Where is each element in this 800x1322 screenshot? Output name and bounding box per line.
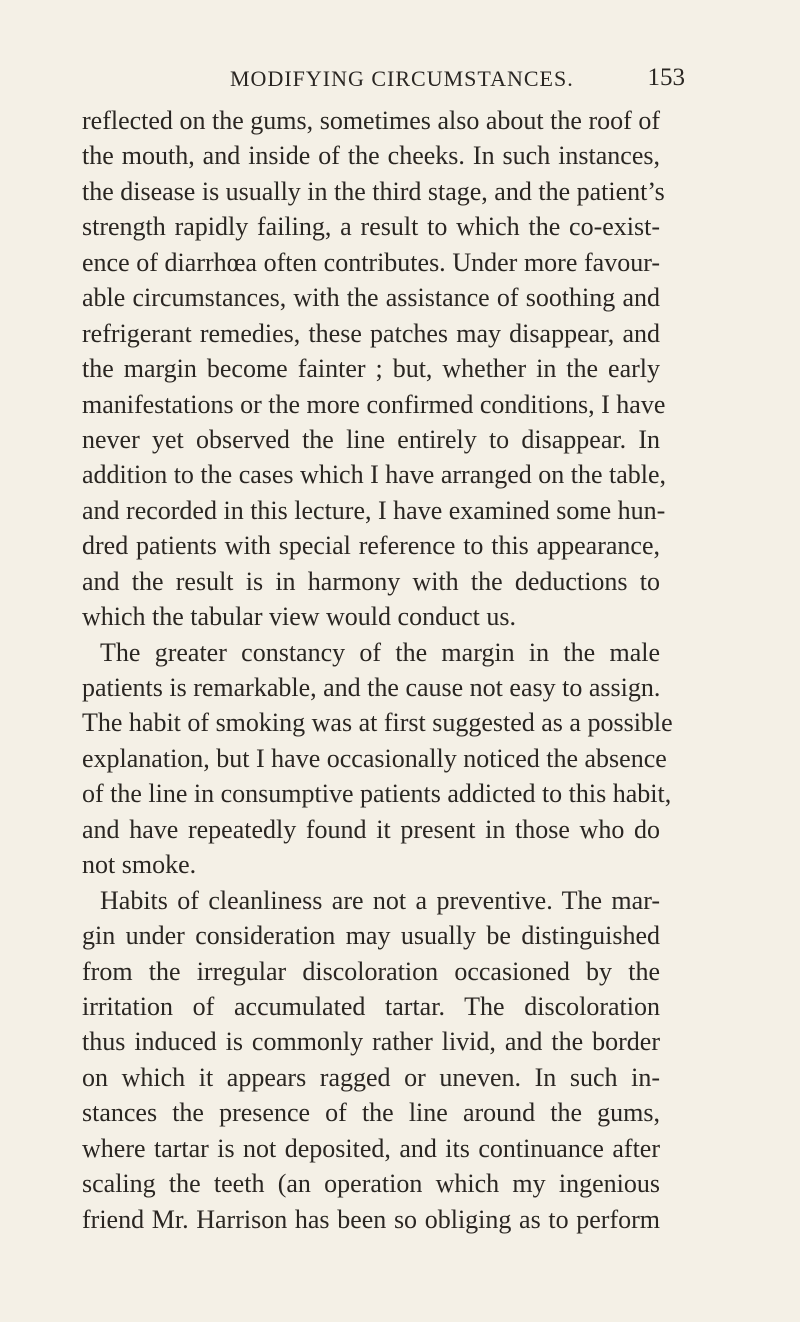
text-line: stances the presence of the line around the gums,: [82, 1098, 660, 1128]
text-line: The greater constancy of the margin in the male: [100, 637, 660, 667]
text-line: explanation, but I have occasionally noticed the absence: [82, 743, 667, 773]
text-line: and recorded in this lecture, I have examined some hun-: [82, 495, 666, 525]
running-title: MODIFYING CIRCUMSTANCES.: [230, 66, 574, 91]
text-line: from the irregular discoloration occasioned by the: [82, 956, 660, 986]
text-line: gin under consideration may usually be distinguished: [82, 921, 660, 951]
text-line: the disease is usually in the third stage, and the patient’s: [82, 176, 665, 206]
text-line: and have repeatedly found it present in those who do: [82, 814, 660, 844]
paragraph-2: [82, 635, 673, 883]
text-line: strength rapidly failing, a result to which the co-exist-: [82, 212, 660, 242]
text-line: which the tabular view would conduct us.: [82, 602, 516, 632]
text-line: refrigerant remedies, these patches may disappear, and: [82, 318, 660, 348]
text-line: scaling the teeth (an operation which my ingenious: [82, 1169, 660, 1199]
text-line: friend Mr. Harrison has been so obliging as to perform: [82, 1204, 660, 1234]
body-text: [82, 103, 673, 1237]
text-line: of the line in consumptive patients addicted to this habit,: [82, 779, 672, 809]
text-line: manifestations or the more confirmed conditions, I have: [82, 389, 666, 419]
page-number: 153: [647, 64, 685, 91]
text-line: ence of diarrhœa often contributes. Under more favour-: [82, 247, 660, 277]
text-line: the mouth, and inside of the cheeks. In such instances,: [82, 141, 660, 171]
paragraph-3: [82, 883, 660, 1237]
text-line: addition to the cases which I have arranged on the table,: [82, 460, 667, 490]
text-line: reflected on the gums, sometimes also about the roof of: [82, 106, 660, 135]
text-line: not smoke.: [82, 850, 197, 880]
text-line: where tartar is not deposited, and its continuance after: [82, 1133, 660, 1163]
paragraph-1: [82, 103, 667, 635]
text-line: Habits of cleanliness are not a preventive. The mar-: [100, 885, 660, 915]
text-line: never yet observed the line entirely to disappear. In: [82, 424, 660, 454]
running-head: [80, 58, 685, 98]
text-line: thus induced is commonly rather livid, and the border: [82, 1027, 660, 1057]
text-line: able circumstances, with the assistance of soothing and: [82, 283, 660, 313]
text-line: on which it appears ragged or uneven. In such in-: [82, 1062, 660, 1092]
text-line: the margin become fainter ; but, whether in the early: [82, 354, 660, 384]
text-line: patients is remarkable, and the cause not easy to assign.: [82, 673, 661, 702]
text-line: and the result is in harmony with the deductions to: [82, 566, 660, 596]
text-line: dred patients with special reference to this appearance,: [82, 531, 660, 561]
text-line: The habit of smoking was at first suggested as a possible: [82, 708, 673, 738]
text-line: irritation of accumulated tartar. The discoloration: [82, 991, 660, 1021]
